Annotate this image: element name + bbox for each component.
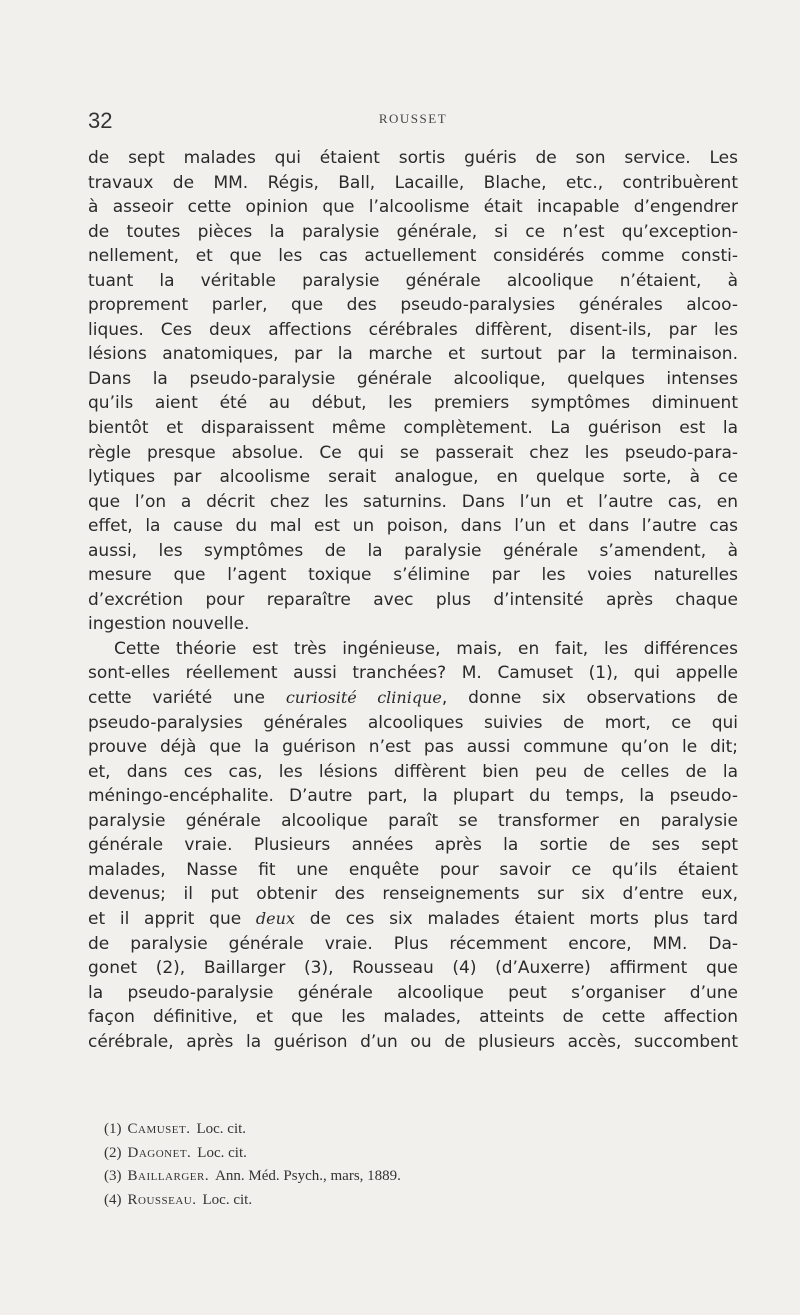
footnote: [104, 1118, 704, 1142]
text-line: travaux de MM. Régis, Ball, Lacaille, Blache, etc., contribuèrent: [88, 172, 738, 193]
footnote-number: (2): [104, 1144, 122, 1161]
footnote-reference: Loc. cit.: [202, 1191, 253, 1208]
text-line: pseudo-paralysies générales alcooliques suivies de mort, ce qui: [88, 712, 738, 733]
footnote: [104, 1142, 704, 1166]
text-line: et, dans ces cas, les lésions diffèrent bien peu de celles de la: [88, 761, 738, 782]
footnote-author: Dagonet.: [127, 1144, 192, 1161]
footnotes: [104, 1118, 704, 1212]
text-line: la pseudo-paralysie générale alcoolique peut s’organiser d’une: [88, 982, 738, 1003]
footnote-reference: Loc. cit.: [197, 1144, 247, 1161]
text-line: tuant la véritable paralysie générale alcoolique n’étaient, à: [88, 270, 738, 291]
text-line: proprement parler, que des pseudo-paralysies générales alcoo-: [88, 295, 738, 316]
text-line: cérébrale, après la guérison d’un ou de plusieurs accès, succombent: [88, 1031, 738, 1052]
text-segment: , donne six observations de: [441, 688, 738, 709]
text-line: lytiques par alcoolisme serait analogue, en quelque sorte, à ce: [88, 467, 738, 488]
footnote-number: (3): [104, 1168, 122, 1184]
footnote-number: (4): [104, 1191, 122, 1208]
text-line: de paralysie générale vraie. Plus récemment encore, MM. Da-: [88, 933, 738, 954]
text-line: façon définitive, et que les malades, atteints de cette affection: [88, 1007, 738, 1028]
text-line: malades, Nasse fit une enquête pour savoir ce qu’ils étaient: [88, 859, 738, 880]
text-line: qu’ils aient été au début, les premiers symptômes diminuent: [88, 393, 738, 414]
footnote-number: (1): [104, 1121, 122, 1137]
text-line: gonet (2), Baillarger (3), Rousseau (4) (d’Auxerre) affirment que: [88, 958, 738, 979]
text-line: de sept malades qui étaient sortis guéris de son service. Les: [88, 148, 738, 168]
text-line: générale vraie. Plusieurs années après la sortie de ses sept: [88, 835, 738, 856]
text-line: Dans la pseudo-paralysie générale alcoolique, quelques intenses: [88, 368, 738, 389]
text-line: mesure que l’agent toxique s’élimine par les voies naturelles: [88, 565, 738, 586]
text-line: d’excrétion pour reparaître avec plus d’intensité après chaque: [88, 589, 738, 610]
text-line: règle presque absolue. Ce qui se passerait chez les pseudo-para-: [88, 442, 738, 463]
text-line: ingestion nouvelle.: [88, 614, 250, 635]
text-segment: de ces six malades étaient morts plus tard: [294, 908, 738, 929]
text-line: que l’on a décrit chez les saturnins. Dans l’un et l’autre cas, en: [88, 491, 738, 512]
footnote-reference: Loc. cit.: [196, 1121, 247, 1137]
text-line: méningo-encéphalite. D’autre part, la plupart du temps, la pseudo-: [88, 786, 738, 807]
body-text: [88, 146, 738, 1054]
text-line: lésions anatomiques, par la marche et surtout par la terminaison.: [88, 344, 738, 365]
text-line: de toutes pièces la paralysie générale, si ce n’est qu’exception-: [88, 221, 738, 242]
running-title: ROUSSET: [378, 111, 448, 126]
text-line-with-italic: [88, 907, 738, 932]
italic-term: deux: [255, 908, 295, 928]
page-header: [88, 106, 738, 136]
footnote: [104, 1189, 704, 1213]
text-line: bientôt et disparaissent même complètement. La guérison est la: [88, 418, 738, 439]
text-line: sont-elles réellement aussi tranchées? M. Camuset (1), qui appelle: [88, 663, 738, 684]
text-line: nellement, et que les cas actuellement considérés comme consti-: [88, 246, 738, 267]
footnote-author: Rousseau.: [127, 1191, 197, 1208]
text-line: à asseoir cette opinion que l’alcoolisme était incapable d’engendrer: [88, 197, 738, 218]
text-line: aussi, les symptômes de la paralysie générale s’amendent, à: [88, 540, 738, 561]
footnote: [104, 1165, 704, 1189]
text-segment: et il apprit que: [88, 908, 256, 929]
text-line: Cette théorie est très ingénieuse, mais, en fait, les différences: [114, 638, 738, 659]
text-line: paralysie générale alcoolique paraît se transformer en paralysie: [88, 810, 738, 831]
text-line-with-italic: [88, 686, 738, 711]
text-line: devenus; il put obtenir des renseignements sur six d’entre eux,: [88, 884, 738, 905]
footnote-author: Baillarger.: [127, 1168, 210, 1184]
footnote-author: Camuset.: [127, 1121, 191, 1137]
text-line: liques. Ces deux affections cérébrales diffèrent, disent-ils, par les: [88, 319, 738, 340]
footnote-reference: Ann. Méd. Psych., mars, 1889.: [215, 1168, 401, 1184]
italic-term: curiosité clinique: [285, 688, 442, 708]
text-line: prouve déjà que la guérison n’est pas aussi commune qu’on le dit;: [88, 737, 738, 758]
page-number: 32: [88, 108, 113, 133]
text-line: effet, la cause du mal est un poison, dans l’un et dans l’autre cas: [88, 516, 738, 537]
text-segment: cette variété une: [88, 688, 286, 709]
